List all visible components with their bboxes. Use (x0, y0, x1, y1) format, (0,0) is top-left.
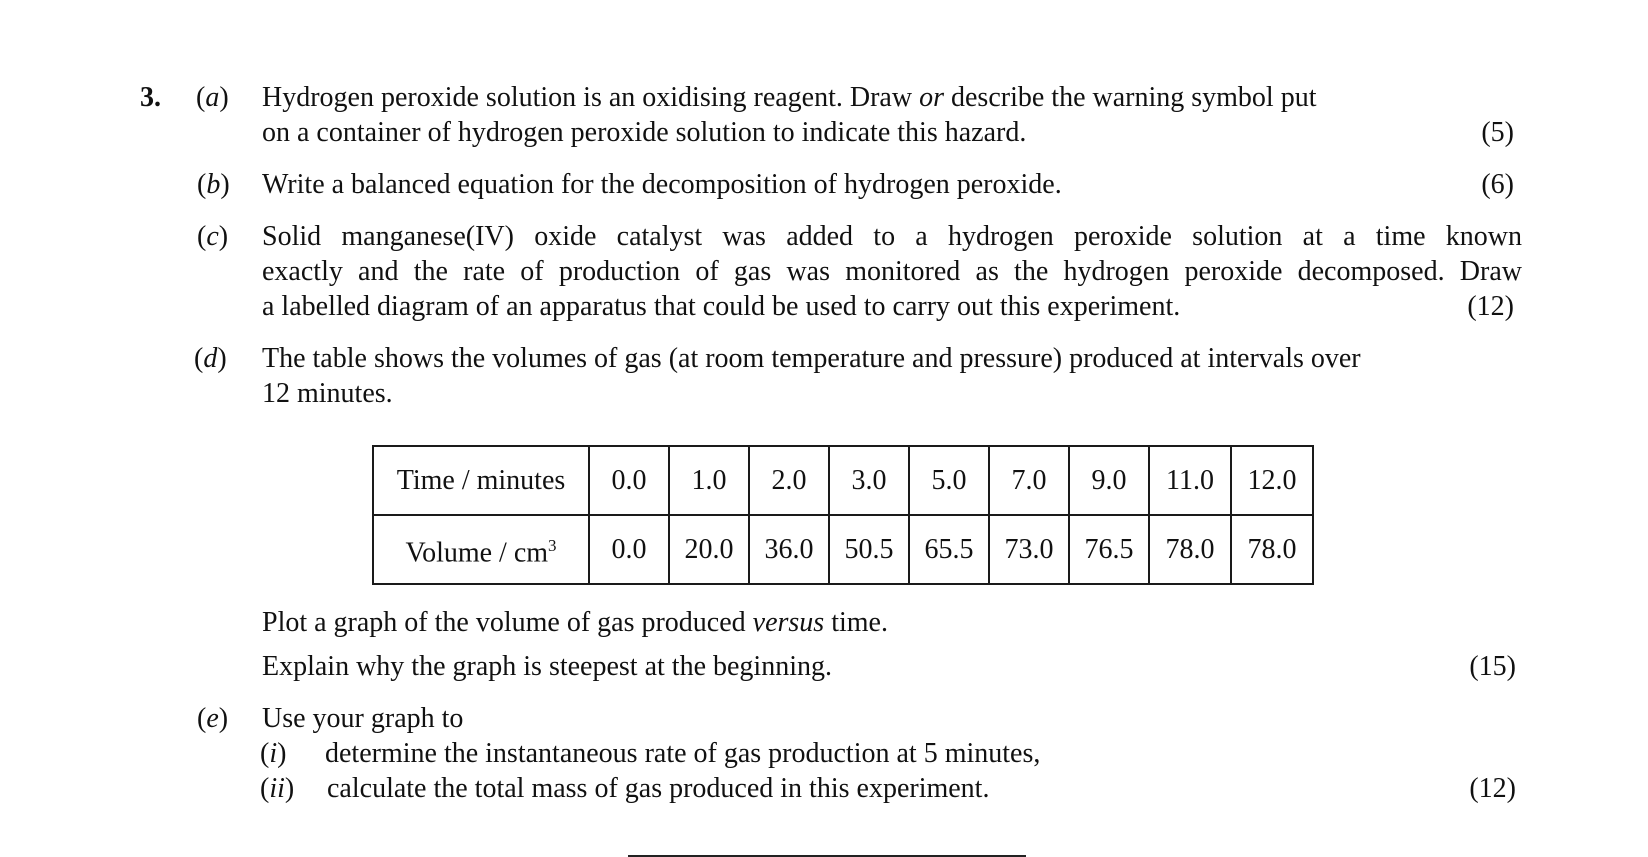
table-row-time (373, 446, 1313, 515)
part-d-line1: The table shows the volumes of gas (at room temperature and pressure) produced at intervals over (262, 343, 1361, 374)
part-e-intro: Use your graph to (262, 703, 464, 734)
part-a-label: (a) (196, 82, 229, 113)
plot-post: time. (824, 607, 888, 638)
part-e-label: (e) (197, 703, 229, 734)
time-cell: 3.0 (829, 446, 909, 515)
part-c-line3: a labelled diagram of an apparatus that could be used to carry out this experiment. (262, 291, 1181, 322)
part-a-marks: (5) (1481, 117, 1514, 148)
part-c-letter: c (206, 221, 219, 252)
plot-versus: versus (752, 607, 825, 638)
part-e-i-numeral: i (269, 738, 278, 769)
part-d-marks: (15) (1469, 651, 1516, 682)
part-b-text: Write a balanced equation for the decomposition of hydrogen peroxide. (262, 169, 1062, 200)
part-e-i-text: determine the instantaneous rate of gas production at 5 minutes, (325, 738, 1041, 769)
part-d-explain: Explain why the graph is steepest at the beginning. (262, 651, 832, 682)
time-cell: 12.0 (1231, 446, 1313, 515)
part-e-letter: e (206, 703, 219, 734)
volume-cell: 76.5 (1069, 515, 1149, 584)
part-d-letter: d (203, 343, 218, 374)
time-cell: 9.0 (1069, 446, 1149, 515)
part-b-label: (b) (197, 169, 230, 200)
part-d-plot-instruction (262, 605, 888, 640)
part-b-letter: b (206, 169, 221, 200)
part-e-ii-text: calculate the total mass of gas produced in this experiment. (327, 773, 990, 804)
part-e-i-label: (i) (260, 738, 287, 769)
part-d-label: (d) (194, 343, 227, 374)
part-a-line1-pre: Hydrogen peroxide solution is an oxidising reagent. Draw (262, 82, 920, 113)
part-a-or: or (919, 82, 944, 113)
time-header: Time / minutes (373, 446, 589, 515)
part-c-line2: exactly and the rate of production of gas was monitored as the hydrogen peroxide decomposed. Draw (262, 256, 1522, 287)
part-c-marks: (12) (1467, 291, 1514, 322)
part-e-marks: (12) (1469, 773, 1516, 804)
data-table (372, 445, 1314, 585)
volume-header (373, 515, 589, 584)
time-cell: 0.0 (589, 446, 669, 515)
part-e-ii-numeral: ii (269, 773, 285, 804)
time-cell: 7.0 (989, 446, 1069, 515)
question-number: 3. (140, 82, 161, 113)
volume-cell: 73.0 (989, 515, 1069, 584)
volume-header-exponent: 3 (548, 536, 557, 556)
volume-header-text: Volume / cm (405, 537, 549, 569)
volume-cell: 20.0 (669, 515, 749, 584)
time-cell: 2.0 (749, 446, 829, 515)
table-row-volume (373, 515, 1313, 584)
volume-cell: 78.0 (1231, 515, 1313, 584)
volume-cell: 50.5 (829, 515, 909, 584)
volume-cell: 36.0 (749, 515, 829, 584)
part-a-line1 (262, 80, 1316, 115)
part-e-ii-label: (ii) (260, 773, 295, 804)
plot-pre: Plot a graph of the volume of gas produced (262, 607, 753, 638)
part-d-line2: 12 minutes. (262, 378, 393, 409)
volume-cell: 78.0 (1149, 515, 1231, 584)
part-b-marks: (6) (1481, 169, 1514, 200)
part-a-letter: a (205, 82, 220, 113)
part-c-line1: Solid manganese(IV) oxide catalyst was added to a hydrogen peroxide solution at a time known (262, 221, 1522, 252)
volume-cell: 0.0 (589, 515, 669, 584)
time-cell: 1.0 (669, 446, 749, 515)
time-cell: 5.0 (909, 446, 989, 515)
part-a-line2: on a container of hydrogen peroxide solution to indicate this hazard. (262, 117, 1027, 148)
volume-cell: 65.5 (909, 515, 989, 584)
part-c-label: (c) (197, 221, 229, 252)
part-a-line1-post: describe the warning symbol put (944, 82, 1317, 113)
time-cell: 11.0 (1149, 446, 1231, 515)
